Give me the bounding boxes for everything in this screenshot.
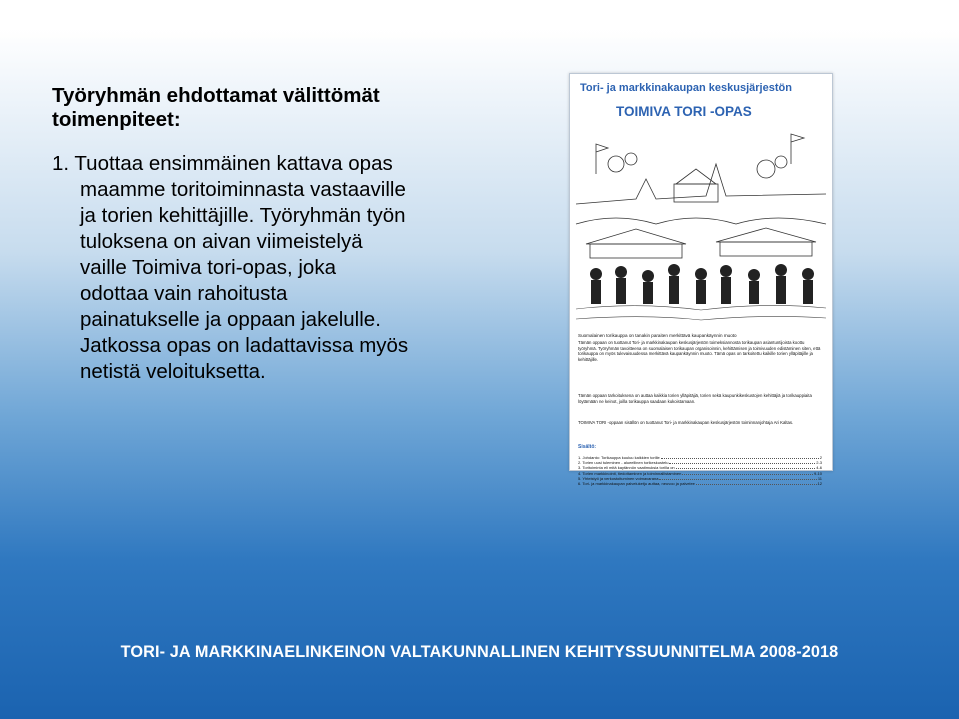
market-illustration: [576, 124, 826, 330]
body-line: tuloksena on aivan viimeistelyä: [80, 230, 363, 253]
toc-page: 4-6: [816, 465, 822, 471]
doc-paragraph: TOIMIVA TORI -oppaan sisällön on tuottanut Tori- ja markkinakaupan keskusjärjestön toiminnanjohtaja Ari Kaltas.: [578, 420, 794, 425]
toc-leader: [696, 481, 817, 485]
slide-heading: [52, 84, 522, 132]
doc-paragraph: Tämän oppaan tarkoituksena on auttaa kaikkia torien ylläpitäjiä, torien sekä kaupunkikeskustojen kehittäjiä ja torikauppiaita löytämään ne keinot, joilla torikauppa saadaan kukoistamaan.: [578, 393, 812, 404]
heading-line: toimenpiteet:: [52, 108, 181, 131]
doc-org-name: Tori- ja markkinakaupan keskusjärjestön: [580, 82, 792, 94]
guide-cover-image: [569, 73, 833, 487]
body-line: odottaa vain rahoitusta: [80, 282, 288, 305]
toc-page: 11: [817, 475, 822, 481]
toc-row: [578, 481, 822, 486]
doc-title: TOIMIVA TORI -OPAS: [616, 104, 752, 119]
body-line: netistä veloituksetta.: [80, 360, 266, 383]
toc-leader: [676, 465, 816, 469]
heading-line: Työryhmän ehdottamat välittömät: [52, 84, 380, 107]
toc-label: 3. Toritoiminta eli mitä kaytännön vaatimuksia torilla on: [578, 465, 675, 471]
top-band: [0, 0, 959, 42]
body-line: 1. Tuottaa ensimmäinen kattava opas: [52, 152, 393, 175]
body-line: vaille Toimiva tori-opas, joka: [80, 256, 336, 279]
doc-caption: Suomalainen torikauppa on tanakin paraiten merkittävä kaupankäynnin muoto: [578, 333, 737, 338]
doc-toc: [578, 455, 822, 486]
slide-footer: TORI- JA MARKKINAELINKEINON VALTAKUNNALLINEN KEHITYSSUUNNITELMA 2008-2018: [120, 643, 839, 661]
toc-label: 5. Yhteistyö ja verkostoituminen voimavarana: [578, 475, 659, 481]
body-line: Jatkossa opas on ladattavissa myös: [80, 334, 409, 357]
toc-page: 12: [817, 481, 822, 487]
toc-leader: [682, 471, 813, 475]
toc-label: 4. Torien markkinointi, tiedottaminen ja toiminnallistaminen: [578, 470, 682, 476]
toc-leader: [661, 455, 819, 459]
toc-label: 6. Tori- ja markkinakaupan palveluketju auttaa, neuvoo ja palvelee: [578, 481, 695, 487]
toc-label: 1. Johdanto: Torikauppa kuuluu kaikkien torille: [578, 455, 660, 460]
doc-paragraph: Tämän oppaan on tuottanut Tori- ja markkinakaupan keskusjärjestön toimeksiannosta torikaupan asiantuntijoista koottu työryhmä. Työryhmän tavoitteena on suomalaisen torikaupan organisoinnin, kehittämisen ja toimivuuden edistäminen siten, että torikauppa on myös tulevaisuudessa merkittävä kaupankäynnin muoto. Tämä opas on tarkoitettu kaikille torien ylläpitäjille ja kehittäjille.: [578, 340, 821, 362]
toc-page: 2-3: [816, 460, 822, 466]
toc-page: 9-10: [813, 470, 822, 476]
body-line: painatukselle ja oppaan jakelulle.: [80, 308, 381, 331]
body-line: ja torien kehittäjille. Työryhmän työn: [80, 204, 406, 227]
toc-leader: [659, 476, 816, 480]
toc-page: 2: [819, 455, 822, 460]
toc-leader: [669, 460, 815, 464]
toc-label: 2. Torien uusi tuleminen - alueellinen torikeskustelu: [578, 460, 669, 466]
slide-body: [52, 151, 532, 385]
doc-toc-title: Sisältö:: [578, 444, 597, 450]
body-line: maamme toritoiminnasta vastaaville: [80, 178, 406, 201]
